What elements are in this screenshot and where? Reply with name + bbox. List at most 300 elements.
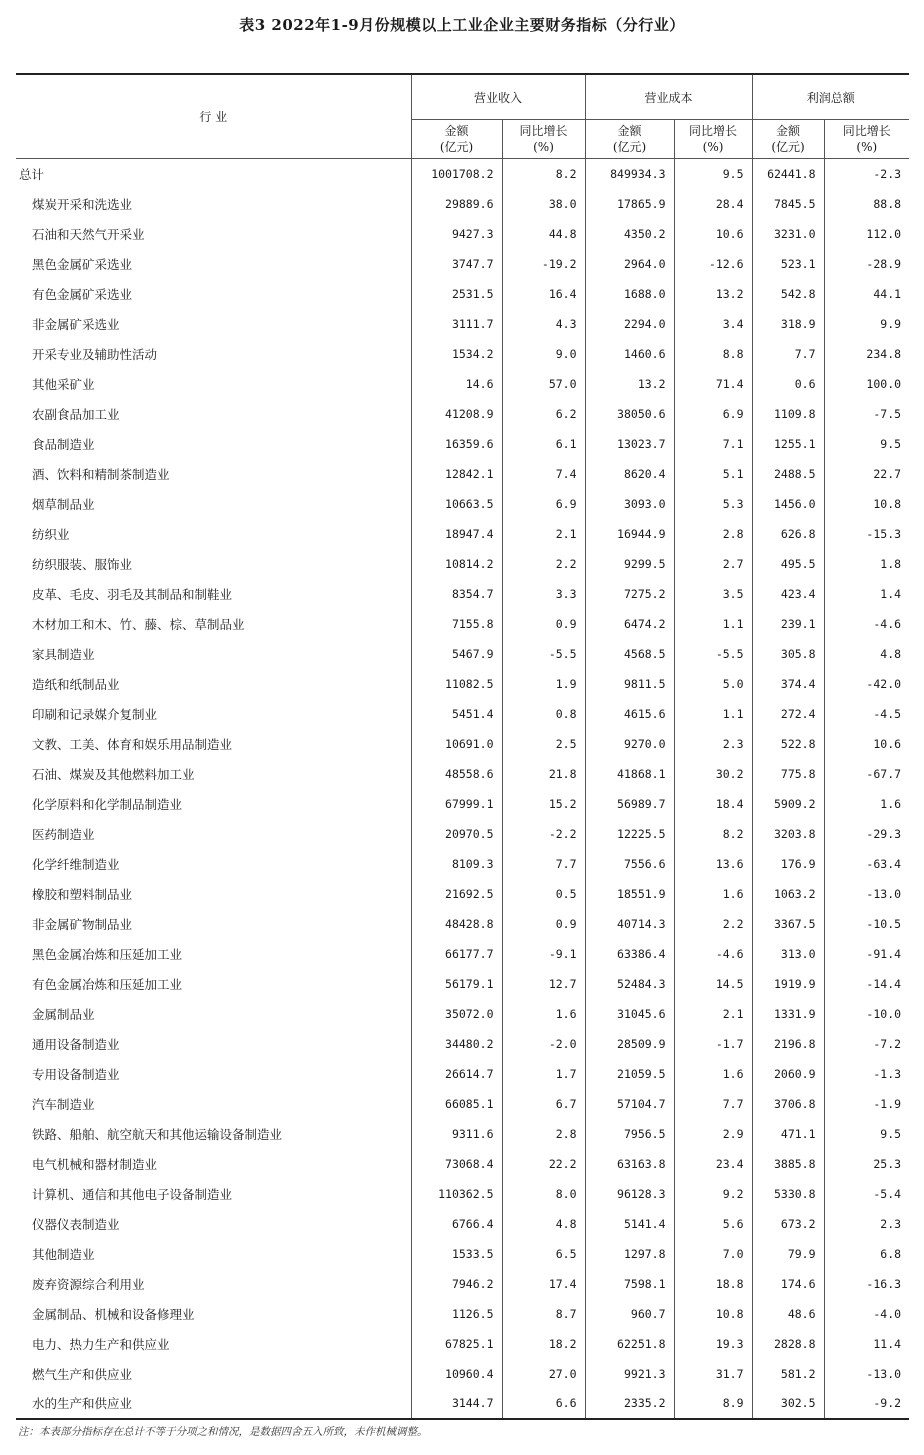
cell-cost-growth: 7.1 xyxy=(674,429,752,459)
cell-profit-growth: 10.6 xyxy=(824,729,909,759)
cell-profit-amount: 1456.0 xyxy=(752,489,824,519)
table-row xyxy=(16,549,909,579)
cell-profit-amount: 1919.9 xyxy=(752,969,824,999)
table-row xyxy=(16,849,909,879)
cell-profit-amount: 3203.8 xyxy=(752,819,824,849)
footnote: 注：本表部分指标存在总计不等于分项之和情况，是数据四舍五入所致，未作机械调整。 xyxy=(18,1426,428,1438)
table-row xyxy=(16,1329,909,1359)
cell-cost-amount: 18551.9 xyxy=(585,879,674,909)
cell-cost-growth: 9.5 xyxy=(674,159,752,189)
cell-cost-amount: 6474.2 xyxy=(585,609,674,639)
cell-revenue-growth: 38.0 xyxy=(502,189,585,219)
cell-cost-growth: 1.6 xyxy=(674,1059,752,1089)
cell-revenue-growth: 6.7 xyxy=(502,1089,585,1119)
cell-cost-growth: 2.1 xyxy=(674,999,752,1029)
cell-profit-amount: 2060.9 xyxy=(752,1059,824,1089)
cell-revenue-amount: 9311.6 xyxy=(411,1119,502,1149)
cell-revenue-growth: -19.2 xyxy=(502,249,585,279)
cell-profit-growth: 1.8 xyxy=(824,549,909,579)
cell-cost-growth: 2.2 xyxy=(674,909,752,939)
industry-name: 橡胶和塑料制品业 xyxy=(32,886,133,902)
subheader-cost-amount xyxy=(585,120,674,159)
cell-profit-growth: -13.0 xyxy=(824,1359,909,1389)
cell-revenue-amount: 8109.3 xyxy=(411,849,502,879)
cell-revenue-amount: 20970.5 xyxy=(411,819,502,849)
industry-name: 黑色金属冶炼和压延加工业 xyxy=(32,946,183,962)
cell-revenue-growth: 8.0 xyxy=(502,1179,585,1209)
cell-cost-growth: 31.7 xyxy=(674,1359,752,1389)
industry-name: 专用设备制造业 xyxy=(32,1066,120,1082)
cell-revenue-growth: 6.2 xyxy=(502,399,585,429)
cell-cost-growth: 28.4 xyxy=(674,189,752,219)
cell-profit-growth: -1.9 xyxy=(824,1089,909,1119)
cell-profit-growth: 11.4 xyxy=(824,1329,909,1359)
cell-profit-amount: 79.9 xyxy=(752,1239,824,1269)
cell-cost-growth: 2.8 xyxy=(674,519,752,549)
cell-revenue-amount: 73068.4 xyxy=(411,1149,502,1179)
table-row xyxy=(16,249,909,279)
cell-profit-amount: 1109.8 xyxy=(752,399,824,429)
cell-revenue-growth: 1.7 xyxy=(502,1059,585,1089)
cell-revenue-growth: 6.5 xyxy=(502,1239,585,1269)
table-row xyxy=(16,729,909,759)
table-row xyxy=(16,1119,909,1149)
cell-revenue-growth: 2.1 xyxy=(502,519,585,549)
table-row xyxy=(16,1179,909,1209)
cell-revenue-amount: 41208.9 xyxy=(411,399,502,429)
subheader-line: 同比增长 xyxy=(842,124,891,138)
cell-profit-amount: 673.2 xyxy=(752,1209,824,1239)
cell-profit-amount: 1063.2 xyxy=(752,879,824,909)
table-row xyxy=(16,639,909,669)
cell-cost-growth: -4.6 xyxy=(674,939,752,969)
cell-profit-growth: 234.8 xyxy=(824,339,909,369)
cell-cost-growth: 10.6 xyxy=(674,219,752,249)
industry-name: 木材加工和木、竹、藤、棕、草制品业 xyxy=(32,616,245,632)
cell-profit-growth: -10.0 xyxy=(824,999,909,1029)
industry-name: 汽车制造业 xyxy=(32,1096,95,1112)
cell-profit-growth: 10.8 xyxy=(824,489,909,519)
cell-profit-amount: 423.4 xyxy=(752,579,824,609)
industry-name: 皮革、毛皮、羽毛及其制品和制鞋业 xyxy=(32,586,233,602)
cell-cost-amount: 7275.2 xyxy=(585,579,674,609)
table-row xyxy=(16,519,909,549)
cell-revenue-amount: 9427.3 xyxy=(411,219,502,249)
cell-cost-growth: 1.6 xyxy=(674,879,752,909)
cell-cost-amount: 960.7 xyxy=(585,1299,674,1329)
table-row xyxy=(16,609,909,639)
cell-revenue-amount: 21692.5 xyxy=(411,879,502,909)
cell-cost-growth: 3.5 xyxy=(674,579,752,609)
cell-cost-growth: 8.8 xyxy=(674,339,752,369)
industry-name: 铁路、船舶、航空航天和其他运输设备制造业 xyxy=(32,1126,283,1142)
table-row xyxy=(16,789,909,819)
cell-profit-growth: -10.5 xyxy=(824,909,909,939)
cell-revenue-growth: 2.5 xyxy=(502,729,585,759)
industry-name: 食品制造业 xyxy=(32,436,95,452)
cell-profit-amount: 313.0 xyxy=(752,939,824,969)
table-row xyxy=(16,1269,909,1299)
cell-profit-growth: 4.8 xyxy=(824,639,909,669)
cell-profit-amount: 3231.0 xyxy=(752,219,824,249)
cell-revenue-growth: 2.2 xyxy=(502,549,585,579)
cell-revenue-growth: -9.1 xyxy=(502,939,585,969)
cell-cost-amount: 4350.2 xyxy=(585,219,674,249)
industry-name: 有色金属冶炼和压延加工业 xyxy=(32,976,183,992)
cell-profit-growth: -9.2 xyxy=(824,1389,909,1419)
subheader-cost-growth xyxy=(674,120,752,159)
table-body xyxy=(16,159,909,1419)
industry-name: 开采专业及辅助性活动 xyxy=(32,346,158,362)
subheader-line: 金额 xyxy=(776,124,801,138)
cell-cost-amount: 28509.9 xyxy=(585,1029,674,1059)
table-row xyxy=(16,909,909,939)
cell-revenue-growth: 6.6 xyxy=(502,1389,585,1419)
cell-profit-growth: 100.0 xyxy=(824,369,909,399)
cell-cost-amount: 13023.7 xyxy=(585,429,674,459)
cell-profit-amount: 48.6 xyxy=(752,1299,824,1329)
cell-cost-growth: 5.1 xyxy=(674,459,752,489)
cell-revenue-growth: 7.7 xyxy=(502,849,585,879)
cell-cost-amount: 41868.1 xyxy=(585,759,674,789)
table-title: 表3 2022年1-9月份规模以上工业企业主要财务指标（分行业） xyxy=(239,16,685,34)
cell-revenue-amount: 16359.6 xyxy=(411,429,502,459)
cell-revenue-growth: 22.2 xyxy=(502,1149,585,1179)
cell-revenue-amount: 10814.2 xyxy=(411,549,502,579)
cell-cost-growth: 2.9 xyxy=(674,1119,752,1149)
cell-cost-growth: 10.8 xyxy=(674,1299,752,1329)
industry-name: 农副食品加工业 xyxy=(32,406,120,422)
cell-cost-amount: 2294.0 xyxy=(585,309,674,339)
table-row xyxy=(16,1089,909,1119)
cell-revenue-growth: 2.8 xyxy=(502,1119,585,1149)
subheader-unit: (亿元) xyxy=(771,140,805,154)
cell-revenue-growth: 44.8 xyxy=(502,219,585,249)
cell-cost-amount: 3093.0 xyxy=(585,489,674,519)
cell-revenue-growth: 27.0 xyxy=(502,1359,585,1389)
table-row xyxy=(16,489,909,519)
industry-name: 其他采矿业 xyxy=(32,376,95,392)
cell-cost-amount: 40714.3 xyxy=(585,909,674,939)
table-row xyxy=(16,579,909,609)
table-row xyxy=(16,1359,909,1389)
industry-name: 医药制造业 xyxy=(32,826,95,842)
table-row xyxy=(16,219,909,249)
cell-profit-amount: 542.8 xyxy=(752,279,824,309)
table-row xyxy=(16,1239,909,1269)
cell-cost-growth: 30.2 xyxy=(674,759,752,789)
industry-name: 纺织服装、服饰业 xyxy=(32,556,133,572)
cell-cost-growth: 5.0 xyxy=(674,669,752,699)
cell-profit-amount: 1331.9 xyxy=(752,999,824,1029)
cell-profit-growth: 25.3 xyxy=(824,1149,909,1179)
table-row xyxy=(16,459,909,489)
table-row xyxy=(16,279,909,309)
industry-name: 水的生产和供应业 xyxy=(32,1396,133,1411)
cell-cost-amount: 96128.3 xyxy=(585,1179,674,1209)
table-header xyxy=(16,74,909,159)
cell-cost-amount: 12225.5 xyxy=(585,819,674,849)
cell-revenue-amount: 67825.1 xyxy=(411,1329,502,1359)
industry-name: 煤炭开采和洗选业 xyxy=(32,196,133,212)
subheader-line: 金额 xyxy=(444,124,469,138)
cell-profit-growth: -7.5 xyxy=(824,399,909,429)
subheader-revenue-growth xyxy=(502,120,585,159)
table-row xyxy=(16,1059,909,1089)
cell-profit-amount: 522.8 xyxy=(752,729,824,759)
table-row xyxy=(16,819,909,849)
cell-profit-growth: 9.5 xyxy=(824,429,909,459)
cell-cost-amount: 21059.5 xyxy=(585,1059,674,1089)
cell-profit-amount: 1255.1 xyxy=(752,429,824,459)
cell-profit-growth: 44.1 xyxy=(824,279,909,309)
cell-profit-growth: 9.5 xyxy=(824,1119,909,1149)
cell-profit-amount: 7.7 xyxy=(752,339,824,369)
cell-cost-amount: 9299.5 xyxy=(585,549,674,579)
cell-cost-amount: 5141.4 xyxy=(585,1209,674,1239)
cell-revenue-growth: 12.7 xyxy=(502,969,585,999)
cell-cost-amount: 9921.3 xyxy=(585,1359,674,1389)
cell-revenue-amount: 6766.4 xyxy=(411,1209,502,1239)
cell-revenue-growth: 8.2 xyxy=(502,159,585,189)
cell-cost-amount: 4615.6 xyxy=(585,699,674,729)
cell-cost-amount: 7556.6 xyxy=(585,849,674,879)
cell-cost-growth: 7.0 xyxy=(674,1239,752,1269)
subheader-unit: (亿元) xyxy=(612,140,647,154)
cell-cost-amount: 9811.5 xyxy=(585,669,674,699)
group-header-cost: 营业成本 xyxy=(585,74,752,120)
cell-profit-amount: 523.1 xyxy=(752,249,824,279)
cell-cost-growth: 71.4 xyxy=(674,369,752,399)
cell-revenue-growth: 0.9 xyxy=(502,909,585,939)
industry-name: 金属制品业 xyxy=(32,1006,95,1022)
subheader-profit-growth xyxy=(824,120,909,159)
cell-cost-amount: 849934.3 xyxy=(585,159,674,189)
industry-name: 总计 xyxy=(19,166,45,182)
cell-revenue-amount: 1534.2 xyxy=(411,339,502,369)
group-header-revenue: 营业收入 xyxy=(411,74,585,120)
cell-revenue-amount: 29889.6 xyxy=(411,189,502,219)
cell-revenue-amount: 67999.1 xyxy=(411,789,502,819)
table-row xyxy=(16,159,909,189)
cell-cost-growth: 5.3 xyxy=(674,489,752,519)
cell-cost-growth: 8.2 xyxy=(674,819,752,849)
cell-revenue-growth: 21.8 xyxy=(502,759,585,789)
cell-revenue-growth: 57.0 xyxy=(502,369,585,399)
industry-name: 石油和天然气开采业 xyxy=(32,226,145,242)
cell-cost-amount: 52484.3 xyxy=(585,969,674,999)
cell-cost-growth: -1.7 xyxy=(674,1029,752,1059)
cell-cost-growth: 2.3 xyxy=(674,729,752,759)
cell-cost-growth: 3.4 xyxy=(674,309,752,339)
industry-name: 非金属矿物制品业 xyxy=(32,916,133,932)
cell-cost-growth: 23.4 xyxy=(674,1149,752,1179)
cell-profit-amount: 174.6 xyxy=(752,1269,824,1299)
cell-profit-growth: -5.4 xyxy=(824,1179,909,1209)
cell-cost-amount: 2964.0 xyxy=(585,249,674,279)
cell-profit-amount: 581.2 xyxy=(752,1359,824,1389)
cell-cost-amount: 1297.8 xyxy=(585,1239,674,1269)
cell-cost-amount: 16944.9 xyxy=(585,519,674,549)
cell-profit-growth: -16.3 xyxy=(824,1269,909,1299)
cell-profit-amount: 239.1 xyxy=(752,609,824,639)
subheader-profit-amount xyxy=(752,120,824,159)
cell-revenue-growth: 6.1 xyxy=(502,429,585,459)
cell-profit-amount: 5909.2 xyxy=(752,789,824,819)
industry-name: 计算机、通信和其他电子设备制造业 xyxy=(32,1186,233,1202)
table-row xyxy=(16,1299,909,1329)
cell-profit-amount: 3706.8 xyxy=(752,1089,824,1119)
cell-cost-amount: 2335.2 xyxy=(585,1389,674,1419)
cell-profit-amount: 3885.8 xyxy=(752,1149,824,1179)
table-row xyxy=(16,759,909,789)
cell-profit-growth: -4.5 xyxy=(824,699,909,729)
cell-cost-growth: 1.1 xyxy=(674,699,752,729)
cell-profit-growth: -14.4 xyxy=(824,969,909,999)
cell-revenue-growth: 0.8 xyxy=(502,699,585,729)
cell-revenue-growth: -5.5 xyxy=(502,639,585,669)
subheader-revenue-amount xyxy=(411,120,502,159)
cell-profit-amount: 775.8 xyxy=(752,759,824,789)
table-row xyxy=(16,1149,909,1179)
cell-cost-growth: 7.7 xyxy=(674,1089,752,1119)
cell-cost-growth: 18.8 xyxy=(674,1269,752,1299)
cell-profit-amount: 302.5 xyxy=(752,1389,824,1419)
cell-revenue-amount: 34480.2 xyxy=(411,1029,502,1059)
cell-revenue-growth: 6.9 xyxy=(502,489,585,519)
cell-cost-amount: 17865.9 xyxy=(585,189,674,219)
table-row xyxy=(16,879,909,909)
cell-cost-growth: 13.6 xyxy=(674,849,752,879)
cell-profit-growth: 2.3 xyxy=(824,1209,909,1239)
cell-cost-growth: 13.2 xyxy=(674,279,752,309)
cell-cost-growth: -5.5 xyxy=(674,639,752,669)
subheader-unit: (%) xyxy=(856,140,878,154)
cell-profit-growth: -29.3 xyxy=(824,819,909,849)
cell-cost-amount: 1460.6 xyxy=(585,339,674,369)
cell-cost-amount: 13.2 xyxy=(585,369,674,399)
cell-profit-amount: 374.4 xyxy=(752,669,824,699)
cell-profit-growth: -2.3 xyxy=(824,159,909,189)
cell-profit-amount: 2488.5 xyxy=(752,459,824,489)
cell-revenue-amount: 10691.0 xyxy=(411,729,502,759)
cell-revenue-amount: 3111.7 xyxy=(411,309,502,339)
industry-name: 废弃资源综合利用业 xyxy=(32,1276,145,1292)
industry-name: 化学原料和化学制品制造业 xyxy=(32,796,183,812)
cell-profit-amount: 495.5 xyxy=(752,549,824,579)
cell-revenue-amount: 26614.7 xyxy=(411,1059,502,1089)
cell-profit-amount: 2828.8 xyxy=(752,1329,824,1359)
cell-cost-growth: 1.1 xyxy=(674,609,752,639)
industry-name: 非金属矿采选业 xyxy=(32,316,120,332)
cell-cost-amount: 63386.4 xyxy=(585,939,674,969)
table-row xyxy=(16,309,909,339)
cell-revenue-growth: 4.3 xyxy=(502,309,585,339)
cell-revenue-amount: 7946.2 xyxy=(411,1269,502,1299)
cell-revenue-amount: 14.6 xyxy=(411,369,502,399)
cell-cost-amount: 7598.1 xyxy=(585,1269,674,1299)
cell-revenue-amount: 35072.0 xyxy=(411,999,502,1029)
cell-profit-amount: 5330.8 xyxy=(752,1179,824,1209)
cell-profit-growth: -4.6 xyxy=(824,609,909,639)
table-row xyxy=(16,969,909,999)
cell-cost-growth: 18.4 xyxy=(674,789,752,819)
table-row xyxy=(16,429,909,459)
cell-profit-amount: 272.4 xyxy=(752,699,824,729)
industry-name: 黑色金属矿采选业 xyxy=(32,256,133,272)
cell-revenue-amount: 5467.9 xyxy=(411,639,502,669)
cell-revenue-amount: 66177.7 xyxy=(411,939,502,969)
industry-name: 石油、煤炭及其他燃料加工业 xyxy=(32,766,195,782)
cell-revenue-growth: 7.4 xyxy=(502,459,585,489)
cell-profit-growth: -13.0 xyxy=(824,879,909,909)
cell-cost-growth: 19.3 xyxy=(674,1329,752,1359)
cell-revenue-growth: 15.2 xyxy=(502,789,585,819)
table-row xyxy=(16,399,909,429)
cell-cost-amount: 62251.8 xyxy=(585,1329,674,1359)
table-row xyxy=(16,699,909,729)
cell-cost-amount: 7956.5 xyxy=(585,1119,674,1149)
industry-name: 有色金属矿采选业 xyxy=(32,286,133,302)
cell-revenue-growth: 18.2 xyxy=(502,1329,585,1359)
cell-cost-growth: 14.5 xyxy=(674,969,752,999)
industry-name: 电力、热力生产和供应业 xyxy=(32,1336,170,1352)
cell-revenue-amount: 1533.5 xyxy=(411,1239,502,1269)
cell-revenue-amount: 110362.5 xyxy=(411,1179,502,1209)
subheader-line: 同比增长 xyxy=(519,124,568,138)
table-row xyxy=(16,1029,909,1059)
cell-revenue-growth: 17.4 xyxy=(502,1269,585,1299)
subheader-line: 同比增长 xyxy=(689,124,738,138)
cell-revenue-amount: 48428.8 xyxy=(411,909,502,939)
cell-revenue-amount: 2531.5 xyxy=(411,279,502,309)
cell-profit-growth: 22.7 xyxy=(824,459,909,489)
cell-profit-growth: 9.9 xyxy=(824,309,909,339)
cell-profit-growth: -91.4 xyxy=(824,939,909,969)
cell-revenue-amount: 66085.1 xyxy=(411,1089,502,1119)
table-row xyxy=(16,339,909,369)
table-row xyxy=(16,189,909,219)
cell-cost-growth: 9.2 xyxy=(674,1179,752,1209)
industry-name: 文教、工美、体育和娱乐用品制造业 xyxy=(32,736,233,752)
cell-revenue-growth: 1.6 xyxy=(502,999,585,1029)
cell-revenue-growth: 0.9 xyxy=(502,609,585,639)
cell-cost-growth: -12.6 xyxy=(674,249,752,279)
cell-profit-growth: 6.8 xyxy=(824,1239,909,1269)
industry-name: 烟草制品业 xyxy=(32,496,95,512)
cell-profit-amount: 3367.5 xyxy=(752,909,824,939)
table-row xyxy=(16,939,909,969)
cell-revenue-growth: -2.0 xyxy=(502,1029,585,1059)
cell-profit-growth: -28.9 xyxy=(824,249,909,279)
cell-cost-growth: 2.7 xyxy=(674,549,752,579)
cell-revenue-growth: 3.3 xyxy=(502,579,585,609)
table-row xyxy=(16,669,909,699)
cell-cost-amount: 8620.4 xyxy=(585,459,674,489)
industry-name: 化学纤维制造业 xyxy=(32,856,120,872)
industry-name: 造纸和纸制品业 xyxy=(32,676,120,692)
cell-profit-growth: -67.7 xyxy=(824,759,909,789)
cell-revenue-growth: -2.2 xyxy=(502,819,585,849)
cell-revenue-growth: 16.4 xyxy=(502,279,585,309)
cell-profit-growth: 112.0 xyxy=(824,219,909,249)
industry-name: 燃气生产和供应业 xyxy=(32,1366,133,1382)
cell-revenue-amount: 3144.7 xyxy=(411,1389,502,1419)
industry-header: 行 业 xyxy=(16,74,411,159)
industry-name: 仪器仪表制造业 xyxy=(32,1216,120,1232)
subheader-unit: (%) xyxy=(702,140,724,154)
cell-profit-growth: -42.0 xyxy=(824,669,909,699)
